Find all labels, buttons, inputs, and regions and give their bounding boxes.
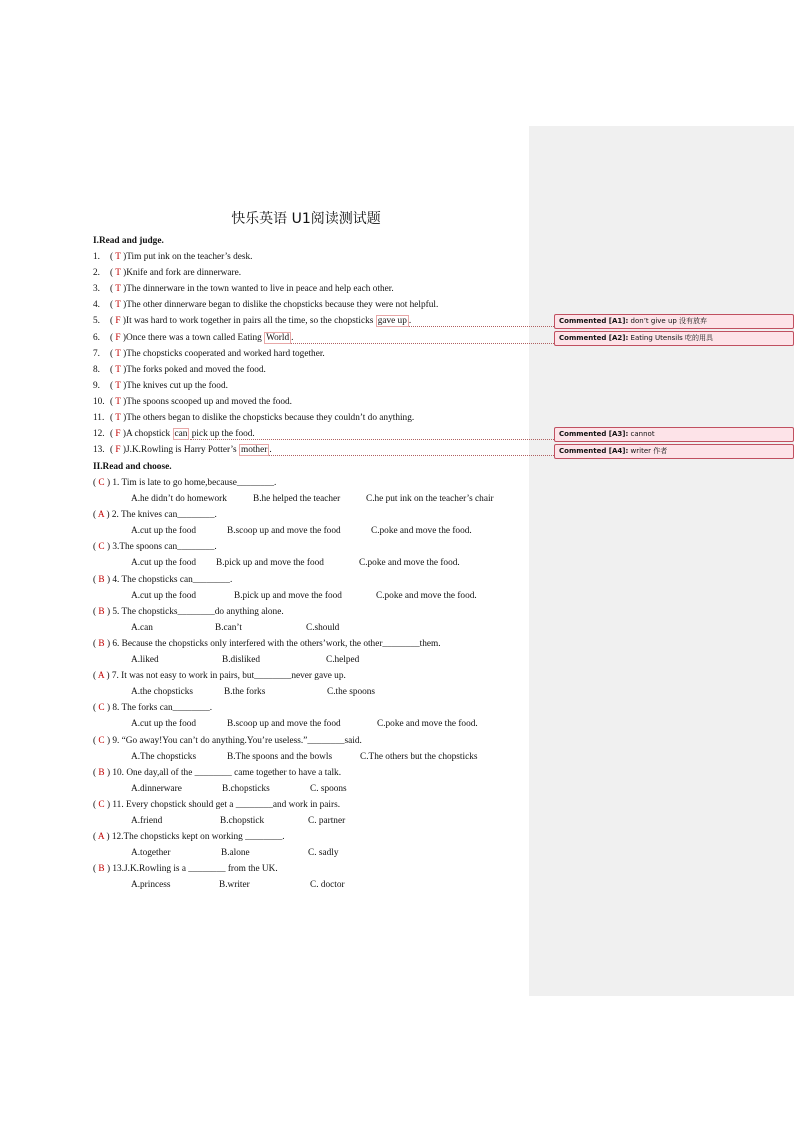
answer-mark: F [115, 429, 121, 440]
item-text: The dinnerware in the town wanted to live in peace and help each other. [126, 284, 394, 295]
item-number: 7. [93, 348, 100, 359]
answer-mark: C [98, 735, 105, 746]
comment-text: Eating Utensils 吃的用具 [630, 334, 714, 342]
answer-mark: F [115, 332, 121, 343]
judge-item: 4. ( T )The other dinnerware began to dislike the chopsticks because they were not helpful. [93, 300, 439, 311]
item-text: J.K.Rowling is Harry Potter’s [126, 445, 239, 456]
item-text: A chopstick [126, 429, 173, 440]
answer-option: B.he helped the teacher [253, 494, 341, 504]
answer-option: B.pick up and move the food [216, 558, 324, 569]
answer-option: C.poke and move the food. [377, 719, 478, 730]
question-text: 4. The chopsticks can________. [112, 574, 233, 585]
judge-item: 8. ( T )The forks poked and moved the food. [93, 364, 266, 375]
answer-option: C.poke and move the food. [371, 526, 472, 537]
comment-anchor: gave up [377, 316, 407, 327]
item-number: 12. [93, 429, 105, 440]
item-text: Tim put ink on the teacher’s desk. [126, 252, 253, 262]
item-text: The knives cut up the food. [126, 380, 228, 391]
judge-item: 3. ( T )The dinnerware in the town wanted to live in peace and help each other. [93, 284, 394, 295]
document-title: 快乐英语 U1阅读测试题 [231, 211, 381, 227]
question-text: 6. Because the chopsticks only interfered with the others’work, the other________them. [112, 639, 441, 649]
choose-question: ( A ) 7. It was not easy to work in pairs, but________never gave up. [93, 671, 346, 682]
item-number: 1. [93, 252, 100, 262]
answer-option: B.scoop up and move the food [227, 719, 341, 730]
item-text: The other dinnerware began to dislike the chopsticks because they were not helpful. [126, 300, 439, 311]
item-text: It was hard to work together in pairs all the time, so the chopsticks [126, 316, 376, 327]
item-number: 11. [93, 413, 105, 423]
answer-mark: T [115, 380, 121, 391]
answer-mark: B [98, 767, 105, 778]
choose-question: ( B ) 13.J.K.Rowling is a ________ from the UK. [93, 864, 278, 875]
answer-mark: T [115, 396, 121, 407]
judge-item: 1. ( T )Tim put ink on the teacher’s desk. [93, 252, 253, 262]
item-number: 8. [93, 364, 100, 375]
answer-option: C.helped [326, 655, 360, 665]
choose-question: ( B ) 6. Because the chopsticks only interfered with the others’work, the other________them. [93, 639, 441, 649]
answer-option: B.chopsticks [222, 783, 270, 794]
item-number: 2. [93, 268, 100, 279]
comment-text: cannot [630, 430, 655, 438]
comment-connector [269, 455, 554, 456]
comment-anchor: World [266, 332, 290, 343]
choose-question: ( C ) 8. The forks can________. [93, 703, 213, 714]
answer-option: C.he put ink on the teacher’s chair [366, 494, 494, 504]
answer-option: B.chopstick [220, 816, 265, 826]
answer-option: B.scoop up and move the food [227, 526, 341, 537]
answer-option: C. sadly [308, 848, 339, 859]
answer-mark: C [98, 542, 105, 553]
answer-mark: B [98, 574, 105, 585]
comment-label: Commented [A2]: [559, 334, 629, 342]
item-number: 10. [93, 396, 105, 407]
item-text: pick up the food. [189, 429, 255, 440]
answer-option: C.the spoons [327, 687, 376, 698]
item-number: 3. [93, 284, 100, 295]
comment-text: don’t give up 没有放弃 [630, 317, 708, 325]
answer-mark: A [97, 671, 105, 682]
question-text: 10. One day,all of the ________ came together to have a talk. [112, 767, 342, 778]
answer-option: A.he didn’t do homework [131, 494, 227, 504]
answer-option: C.should [306, 622, 340, 633]
answer-mark: T [115, 252, 121, 262]
item-text: Knife and fork are dinnerware. [126, 268, 242, 279]
question-text: 3.The spoons can________. [112, 542, 217, 553]
choose-question: ( C ) 1. Tim is late to go home,because________. [93, 478, 277, 488]
item-number: 5. [93, 316, 100, 327]
comment-anchor: can [174, 429, 188, 440]
judge-item: 7. ( T )The chopsticks cooperated and worked hard together. [93, 348, 325, 359]
question-text: 11. Every chopstick should get a ________and work in pairs. [112, 800, 341, 810]
comment-connector [291, 343, 554, 344]
comment-text: writer 作者 [630, 447, 668, 455]
choose-question: ( C ) 9. “Go away!You can’t do anything.You’re useless.”________said. [93, 735, 362, 746]
question-text: 9. “Go away!You can’t do anything.You’re useless.”________said. [112, 735, 362, 746]
answer-mark: T [115, 268, 121, 279]
answer-mark: T [115, 284, 121, 295]
answer-option: C. spoons [310, 783, 347, 794]
answer-option: A.cut up the food [131, 558, 197, 569]
question-text: 2. The knives can________. [111, 510, 217, 521]
item-text: . [408, 316, 412, 327]
item-text: The others began to dislike the chopsticks because they couldn’t do anything. [126, 413, 415, 423]
answer-option: A.friend [131, 816, 163, 826]
answer-option: C. doctor [310, 880, 345, 891]
question-text: 13.J.K.Rowling is a ________ from the UK. [112, 864, 278, 875]
judge-item: 10. ( T )The spoons scooped up and moved the food. [93, 396, 292, 407]
judge-item: 5. ( F )It was hard to work together in pairs all the time, so the chopsticks gave up . [93, 316, 412, 327]
section-heading-judge: I.Read and judge. [93, 236, 164, 246]
answer-mark: A [97, 832, 105, 843]
answer-mark: F [115, 316, 121, 327]
answer-mark: C [98, 478, 105, 488]
item-text: . [291, 332, 294, 343]
answer-mark: C [98, 703, 105, 714]
answer-mark: F [115, 445, 121, 456]
comment-anchor: mother [240, 445, 268, 456]
item-text: The forks poked and moved the food. [126, 364, 266, 375]
answer-mark: T [115, 413, 121, 423]
item-number: 6. [93, 332, 100, 343]
judge-item: 9. ( T )The knives cut up the food. [93, 380, 228, 391]
comment-balloon [554, 444, 794, 459]
choose-question: ( B ) 4. The chopsticks can________. [93, 574, 233, 585]
answer-option: A.can [131, 622, 153, 633]
choose-question: ( A ) 2. The knives can________. [93, 510, 217, 521]
answer-option: A.cut up the food [131, 590, 197, 601]
item-number: 13. [93, 445, 105, 456]
answer-option: C.poke and move the food. [359, 558, 460, 569]
item-number: 4. [93, 300, 100, 311]
answer-option: A.together [131, 848, 171, 859]
answer-option: A.princess [131, 880, 171, 891]
answer-option: B.writer [219, 880, 250, 891]
answer-mark: T [115, 364, 121, 375]
answer-mark: C [98, 800, 105, 810]
item-text: Once there was a town called Eating [126, 332, 265, 343]
answer-option: A.dinnerware [131, 783, 182, 794]
comment-balloon [554, 331, 794, 346]
item-number: 9. [93, 380, 100, 391]
comment-connector [190, 439, 554, 440]
answer-option: C.The others but the chopsticks [360, 751, 478, 762]
comment-label: Commented [A3]: [559, 430, 629, 438]
question-text: 8. The forks can________. [112, 703, 213, 714]
question-text: 7. It was not easy to work in pairs, but________never gave up. [111, 671, 346, 682]
question-text: 5. The chopsticks________do anything alone. [112, 606, 284, 617]
answer-mark: B [98, 864, 105, 875]
item-text: . [269, 445, 272, 456]
judge-item: 6. ( F )Once there was a town called Eating World . [93, 332, 294, 343]
answer-mark: T [115, 300, 121, 311]
item-text: The spoons scooped up and moved the food. [126, 396, 292, 407]
answer-option: A.liked [131, 655, 159, 665]
answer-mark: A [97, 510, 105, 521]
judge-item: 12. ( F )A chopstick can pick up the food. [93, 429, 255, 440]
comment-balloon [554, 314, 794, 329]
comment-balloon [554, 427, 794, 442]
choose-question: ( C ) 11. Every chopstick should get a ________and work in pairs. [93, 800, 341, 810]
question-text: 1. Tim is late to go home,because________. [112, 478, 277, 488]
judge-item: 13. ( F )J.K.Rowling is Harry Potter’s mother . [93, 445, 272, 456]
answer-option: A.The chopsticks [131, 751, 197, 762]
answer-option: A.cut up the food [131, 526, 197, 537]
answer-option: B.can’t [215, 622, 242, 633]
comment-label: Commented [A1]: [559, 317, 629, 325]
answer-option: A.cut up the food [131, 719, 197, 730]
answer-option: B.The spoons and the bowls [227, 751, 333, 762]
choose-question: ( A ) 12.The chopsticks kept on working ________. [93, 832, 285, 843]
choose-question: ( B ) 10. One day,all of the ________ came together to have a talk. [93, 767, 342, 778]
section-heading-choose: II.Read and choose. [93, 462, 172, 472]
answer-mark: B [98, 606, 105, 617]
answer-option: C. partner [308, 816, 346, 826]
comment-label: Commented [A4]: [559, 447, 629, 455]
judge-item: 2. ( T )Knife and fork are dinnerware. [93, 268, 242, 279]
comment-pane [529, 126, 794, 996]
question-text: 12.The chopsticks kept on working ________. [111, 832, 285, 843]
answer-option: A.the chopsticks [131, 687, 193, 698]
judge-item: 11. ( T )The others began to dislike the chopsticks because they couldn’t do anything. [93, 413, 415, 423]
item-text: The chopsticks cooperated and worked hard together. [126, 348, 325, 359]
answer-mark: B [98, 639, 105, 649]
comment-connector [409, 326, 554, 327]
answer-mark: T [115, 348, 121, 359]
answer-option: B.the forks [224, 687, 266, 698]
answer-option: C.poke and move the food. [376, 590, 477, 601]
answer-option: B.disliked [222, 655, 260, 665]
choose-question: ( B ) 5. The chopsticks________do anything alone. [93, 606, 284, 617]
answer-option: B.alone [221, 848, 250, 859]
choose-question: ( C ) 3.The spoons can________. [93, 542, 217, 553]
answer-option: B.pick up and move the food [234, 590, 342, 601]
